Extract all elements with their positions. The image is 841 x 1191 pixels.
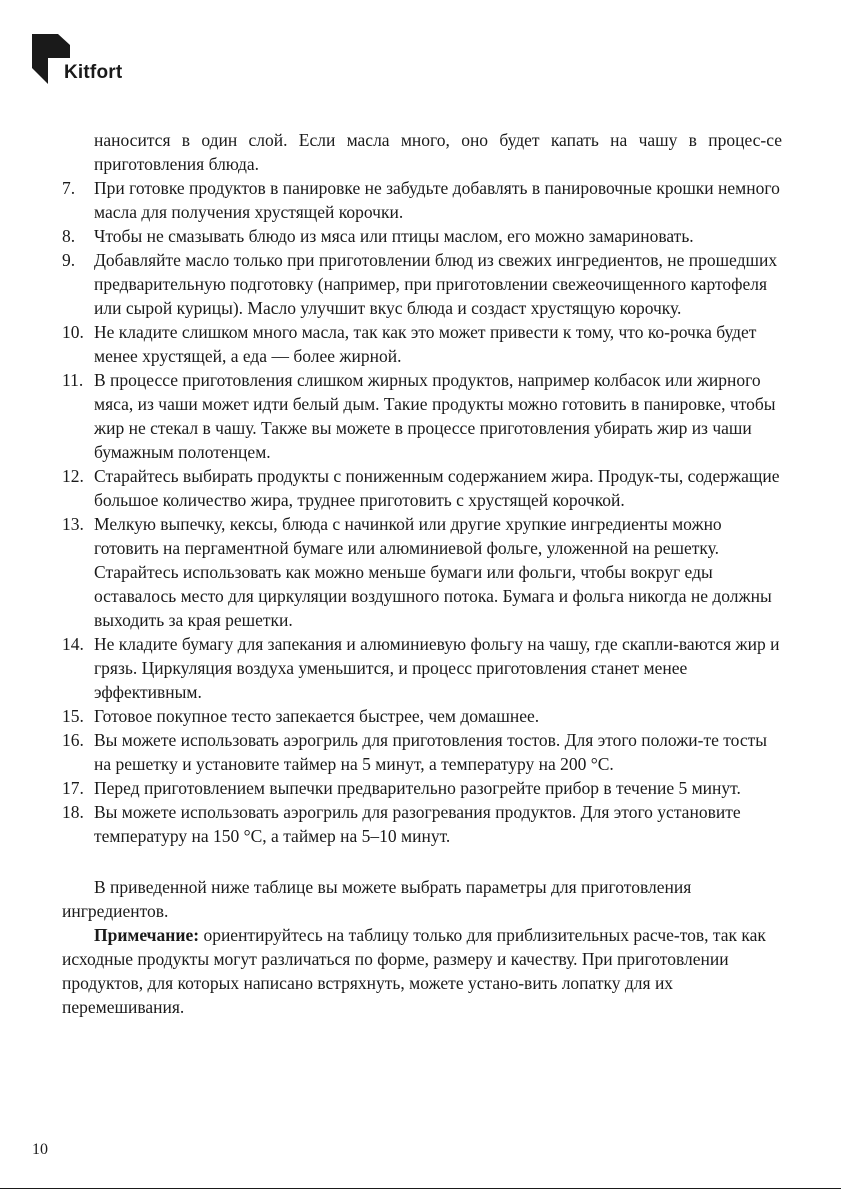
list-item-text: Мелкую выпечку, кексы, блюда с начинкой или другие хрупкие ингредиенты можно готовить на пергаментной бумаге или алюминиевой фольге, уложенной на решетку. Старайтесь использовать как можно меньше бумаги или фольги, чтобы вокруг еды оставалось место для циркуляции воздушного потока. Бумага и фольга никогда не должны выходить за края решетки. bbox=[94, 514, 772, 630]
brand-name: Kitfort bbox=[64, 62, 123, 83]
list-item-number: 15. bbox=[62, 706, 84, 726]
page-content bbox=[62, 128, 782, 1019]
list-item-text: Не кладите слишком много масла, так как это может привести к тому, что ко-рочка будет менее хрустящей, а еда — более жирной. bbox=[94, 322, 757, 366]
list-item-number: 16. bbox=[62, 730, 84, 750]
list-item bbox=[62, 320, 782, 368]
bottom-rule bbox=[0, 1188, 841, 1189]
continuation-text: наносится в один слой. Если масла много, оно будет капать на чашу в процес-се приготовления блюда. bbox=[94, 130, 782, 174]
note-text: ориентируйтесь на таблицу только для приблизительных расче-тов, так как исходные продукты могут различаться по форме, размеру и качеству. При приготовлении продуктов, для которых написано встряхнуть, можете устано-вить лопатку для их перемешивания. bbox=[62, 925, 766, 1017]
list-item bbox=[62, 800, 782, 848]
list-item-text: Вы можете использовать аэрогриль для приготовления тостов. Для этого положи-те тосты на решетку и установите таймер на 5 минут, а температуру на 200 °С. bbox=[94, 730, 768, 774]
list-item-text: Старайтесь выбирать продукты с пониженным содержанием жира. Продук-ты, содержащие большое количество жира, труднее приготовить с хрустящей корочкой. bbox=[94, 466, 780, 510]
list-item-text: Добавляйте масло только при приготовлении блюд из свежих ингредиентов, не прошедших предварительную подготовку (например, при приготовлении свежеочищенного картофеля или сырой курицы). Масло улучшит вкус блюда и создаст хрустящую корочку. bbox=[94, 250, 778, 318]
note-label: Примечание: bbox=[94, 925, 200, 945]
list-item-number: 10. bbox=[62, 322, 84, 342]
list-item bbox=[62, 704, 782, 728]
list-item bbox=[62, 776, 782, 800]
page-number: 10 bbox=[32, 1141, 48, 1158]
list-item-text: Перед приготовлением выпечки предварительно разогрейте прибор в течение 5 минут. bbox=[94, 778, 741, 798]
list-item bbox=[62, 464, 782, 512]
list-item-text: Вы можете использовать аэрогриль для разогревания продуктов. Для этого установите температуру на 150 °С, а таймер на 5–10 минут. bbox=[94, 802, 741, 846]
table-intro-paragraph: В приведенной ниже таблице вы можете выбрать параметры для приготовления ингредиентов. bbox=[62, 877, 692, 921]
list-item-text: Чтобы не смазывать блюдо из мяса или птицы маслом, его можно замариновать. bbox=[94, 226, 694, 246]
list-item-text: В процессе приготовления слишком жирных продуктов, например колбасок или жирного мяса, из чаши может идти белый дым. Такие продукты можно готовить в панировке, чтобы жир не стекал в чашу. Также вы можете в процессе приготовления убирать жир из чаши бумажным полотенцем. bbox=[94, 370, 776, 462]
list-item bbox=[62, 512, 782, 632]
list-item-number: 8. bbox=[62, 226, 76, 246]
section-spacer bbox=[62, 848, 782, 875]
list-item bbox=[62, 632, 782, 704]
list-item-number: 12. bbox=[62, 466, 84, 486]
list-item-number: 7. bbox=[62, 178, 76, 198]
list-item-number: 17. bbox=[62, 778, 84, 798]
list-item-text: Готовое покупное тесто запекается быстрее, чем домашнее. bbox=[94, 706, 540, 726]
list-item-number: 9. bbox=[62, 250, 76, 270]
instruction-list bbox=[62, 176, 782, 848]
list-item bbox=[62, 248, 782, 320]
note-paragraph bbox=[62, 923, 782, 1019]
list-item-number: 18. bbox=[62, 802, 84, 822]
list-item bbox=[62, 368, 782, 464]
list-item-number: 14. bbox=[62, 634, 84, 654]
list-item bbox=[62, 176, 782, 224]
list-item bbox=[62, 728, 782, 776]
list-item-text: Не кладите бумагу для запекания и алюминиевую фольгу на чашу, где скапли-ваются жир и грязь. Циркуляция воздуха уменьшится, и процесс приготовления станет менее эффективным. bbox=[94, 634, 780, 702]
list-item-text: При готовке продуктов в панировке не забудьте добавлять в панировочные крошки немного масла для получения хрустящей корочки. bbox=[94, 178, 780, 222]
list-item bbox=[62, 224, 782, 248]
list-item-number: 11. bbox=[62, 370, 84, 390]
list-item-number: 13. bbox=[62, 514, 84, 534]
